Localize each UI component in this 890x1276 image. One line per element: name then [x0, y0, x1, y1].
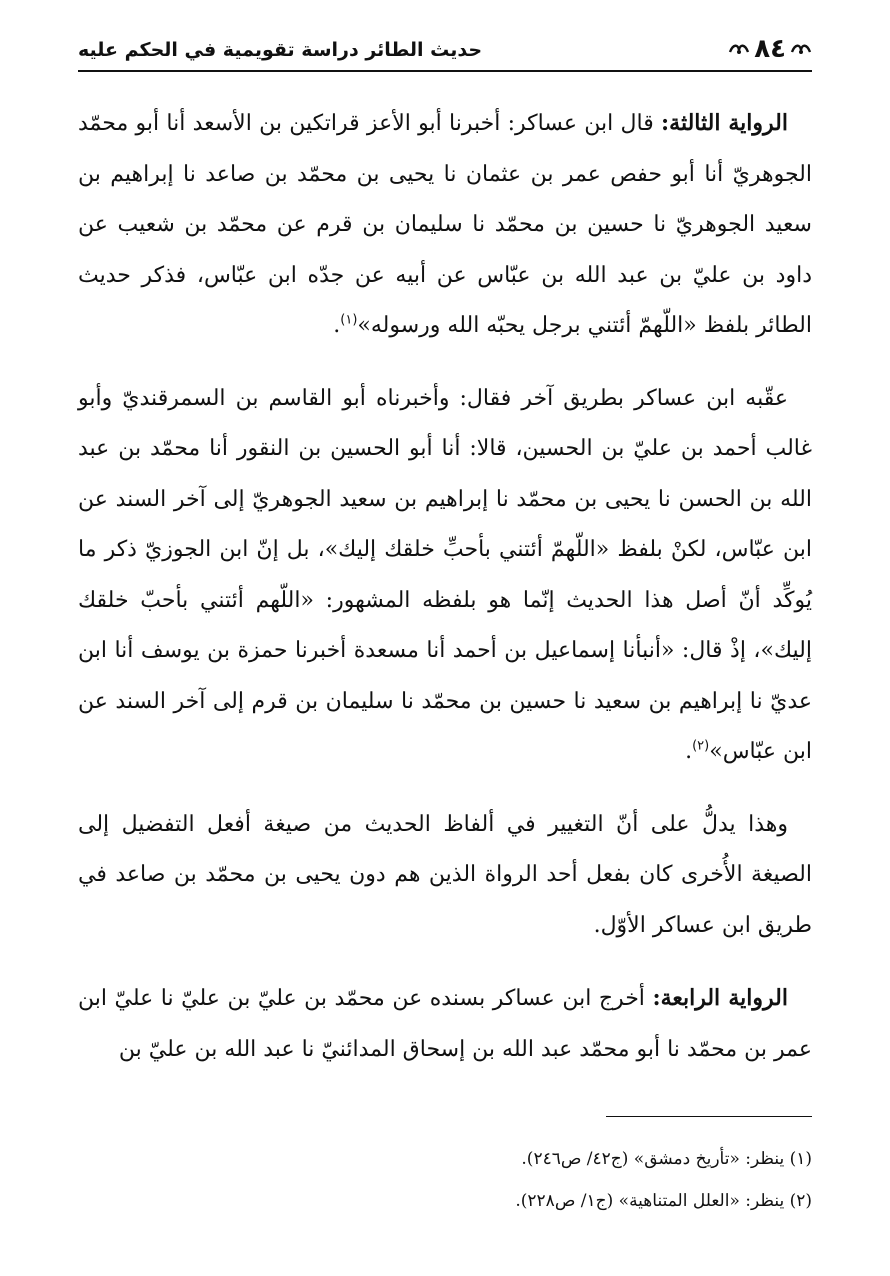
paragraph-tail: .: [333, 313, 341, 338]
paragraph-text: عقّبه ابن عساكر بطريق آخر فقال: وأخبرناه أبو القاسم بن السمرقنديّ وأبو غالب أحمد بن عليّ بن الحسين، قالا: أنا أبو الحسين بن النقور أنا محمّد بن عبد الله بن الحسن نا يحيى بن محمّد نا إبراهيم بن سعيد الجوهريّ إلى آخر السند عن ابن عبّاس، لكنْ بلفظ «اللّهمّ أئتني بأحبِّ خلقك إليك»، بل إنّ ابن الجوزيّ ذكر ما يُوكِّد أنّ أصل هذا الحديث إنّما هو بلفظه المشهور: «اللّهم أئتني بأحبّ خلقك إليك»، إذْ قال: «أنبأنا إسماعيل بن أحمد أنا مسعدة أخبرنا حمزة بن يوسف أنا ابن عديّ نا إبراهيم بن سعيد نا حسين بن محمّد نا سليمان بن قرم إلى آخر السند عن ابن عبّاس»: [78, 385, 812, 764]
paragraph-text: أخرج ابن عساكر بسنده عن محمّد بن عليّ بن عليّ نا عليّ ابن عمر بن محمّد نا أبو محمّد عبد الله بن إسحاق المدائنيّ نا عبد الله بن عليّ بن: [78, 986, 812, 1062]
paragraph: [78, 800, 812, 952]
running-title: حديث الطائر دراسة تقويمية في الحكم عليه: [78, 39, 483, 61]
page-header: [78, 30, 812, 72]
decorative-swirl-icon: [790, 42, 812, 56]
paragraph-lead: الرواية الثالثة:: [661, 110, 788, 136]
page-number-block: [728, 34, 812, 64]
paragraph-text: قال ابن عساكر: أخبرنا أبو الأعز قراتكين بن الأسعد أنا أبو محمّد الجوهريّ أنا أبو حفص عمر بن عثمان نا يحيى بن محمّد بن صاعد نا إبراهيم بن سعيد الجوهريّ نا حسين بن محمّد نا سليمان بن قرم عن محمّد بن شعيب عن داود بن عليّ بن عبد الله بن عبّاس عن أبيه عن جدّه ابن عبّاس، فذكر حديث الطائر بلفظ «اللّهمّ أئتني برجل يحبّه الله ورسوله»: [78, 111, 812, 338]
footnotes: [78, 1138, 812, 1222]
paragraph: [78, 973, 812, 1075]
footnote-item: (١) ينظر: «تأريخ دمشق» (ج٤٢/ ص٢٤٦).: [521, 1149, 812, 1169]
paragraph-tail: .: [685, 739, 693, 764]
page-number: ٨٤: [754, 34, 786, 64]
footnote-item: (٢) ينظر: «العلل المتناهية» (ج١/ ص٢٢٨).: [515, 1191, 812, 1211]
footnote-marker[interactable]: (١): [340, 312, 358, 328]
paragraph-lead: الرواية الرابعة:: [652, 985, 788, 1011]
footnote-divider: [606, 1116, 812, 1117]
decorative-swirl-icon: [728, 42, 750, 56]
body-text: [78, 98, 812, 1097]
paragraph-text: وهذا يدلُّ على أنّ التغيير في ألفاظ الحديث من صيغة أفعل التفضيل إلى الصيغة الأُخرى كان بفعل أحد الرواة الذين هم دون يحيى بن محمّد بن صاعد في طريق ابن عساكر الأوّل.: [78, 811, 812, 938]
footnote-marker[interactable]: (٢): [692, 738, 710, 754]
paragraph: [78, 374, 812, 778]
paragraph: [78, 98, 812, 352]
